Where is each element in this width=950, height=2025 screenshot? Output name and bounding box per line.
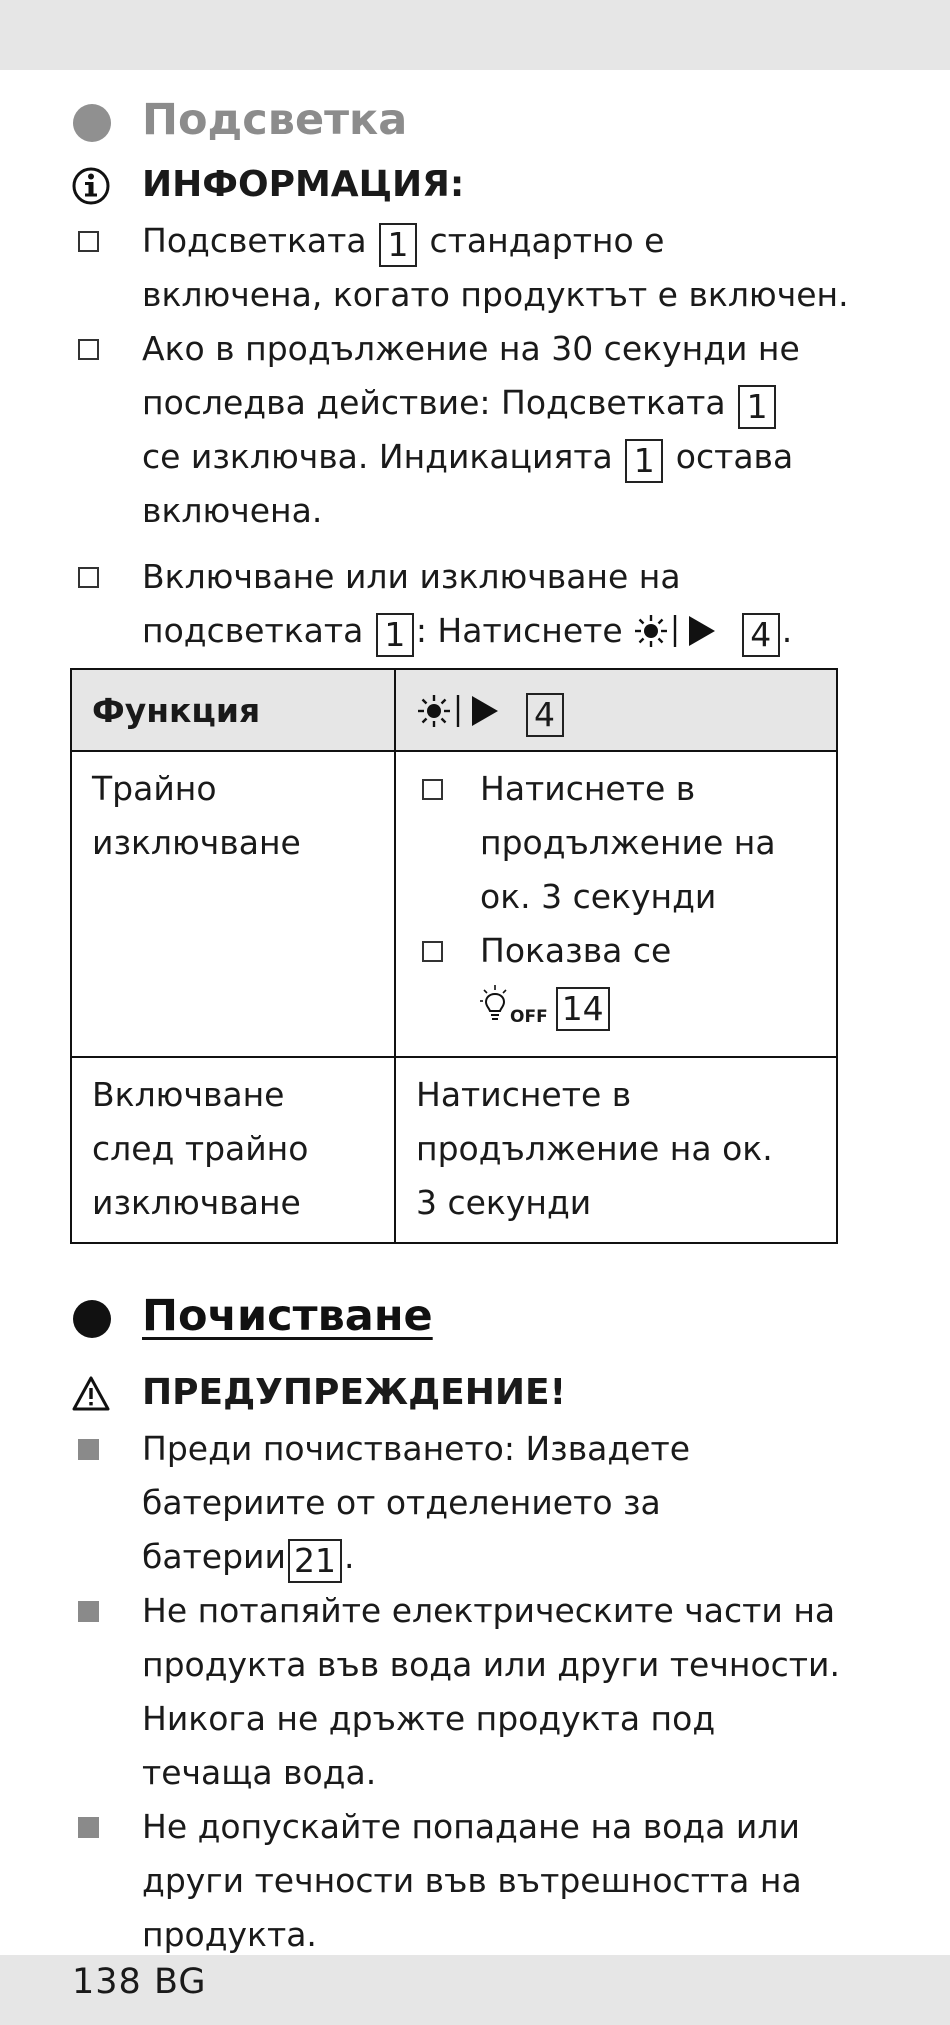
info-heading [70,156,870,214]
warning-list [70,1422,870,1962]
reference-number: 21 [288,1539,342,1583]
function-cell: Трайно изключване [71,751,395,1057]
info-list [70,214,870,658]
page-footer [72,1962,206,2002]
warning-title: ПРЕДУПРЕЖДЕНИЕ! [142,1372,567,1413]
warning-icon [71,1374,111,1414]
bulb-off-icon [480,984,510,1024]
square-bullet-icon [78,1601,99,1622]
cleaning-section-title: Почистване [142,1291,433,1341]
action-cell [395,751,837,1057]
list-item: Показва се OFF 14 [416,924,816,1044]
checkbox-bullet-icon [78,567,99,588]
list-item: Ако в продължение на 30 секунди не последва действие: Подсветката 1 се изключва. Индикацията 1 остава включена. [70,322,870,538]
reference-number: 1 [379,223,417,267]
list-item: Не допускайте попадане на вода или други течности във вътрешността на продукта. [70,1800,830,1962]
list-item: Не потапяйте електрическите части на продукта във вода или други течности. Никога не дръжте продукта под течаща вода. [70,1584,840,1800]
reference-number: 1 [625,439,663,483]
cleaning-section-heading [70,1284,870,1348]
square-bullet-icon [78,1439,99,1460]
top-band [0,0,950,70]
list-item: Включване или изключване на подсветката 1 : Натиснете 4 . [70,550,870,658]
backlight-section-heading [70,88,870,152]
reference-number: 1 [376,613,414,657]
header-function: Функция [71,669,395,751]
info-icon [71,166,111,206]
backlight-section-title: Подсветка [142,95,408,145]
off-label: OFF [510,1007,548,1027]
page-content [70,88,870,1962]
checkbox-bullet-icon [78,231,99,252]
table-header-row [71,669,837,751]
section-bullet [73,1300,111,1338]
sun-play-button-icon [633,612,729,650]
reference-number: 1 [738,385,776,429]
reference-number: 4 [742,613,780,657]
list-item: Натиснете в продължение на ок. 3 секунди [416,762,816,924]
function-table [70,668,838,1244]
action-list [416,762,816,1044]
section-bullet [73,104,111,142]
checkbox-bullet-icon [422,941,443,962]
reference-number: 14 [556,987,610,1031]
warning-heading [70,1364,870,1422]
info-title: ИНФОРМАЦИЯ: [142,164,465,205]
page-number: 138 [72,1962,142,2002]
function-cell: Включване след трайно изключване [71,1057,395,1243]
header-button [395,669,837,751]
table-row [71,751,837,1057]
square-bullet-icon [78,1817,99,1838]
table-row [71,1057,837,1243]
action-cell: Натиснете в продължение на ок. 3 секунди [395,1057,837,1243]
language-code: BG [153,1962,207,2002]
reference-number: 4 [526,693,564,737]
list-item: Преди почистването: Извадете батериите от отделението за батерии 21 . [70,1422,870,1584]
checkbox-bullet-icon [422,779,443,800]
list-item: Подсветката 1 стандартно е включена, когато продуктът е включен. [70,214,870,322]
sun-play-button-icon [416,692,512,730]
checkbox-bullet-icon [78,339,99,360]
